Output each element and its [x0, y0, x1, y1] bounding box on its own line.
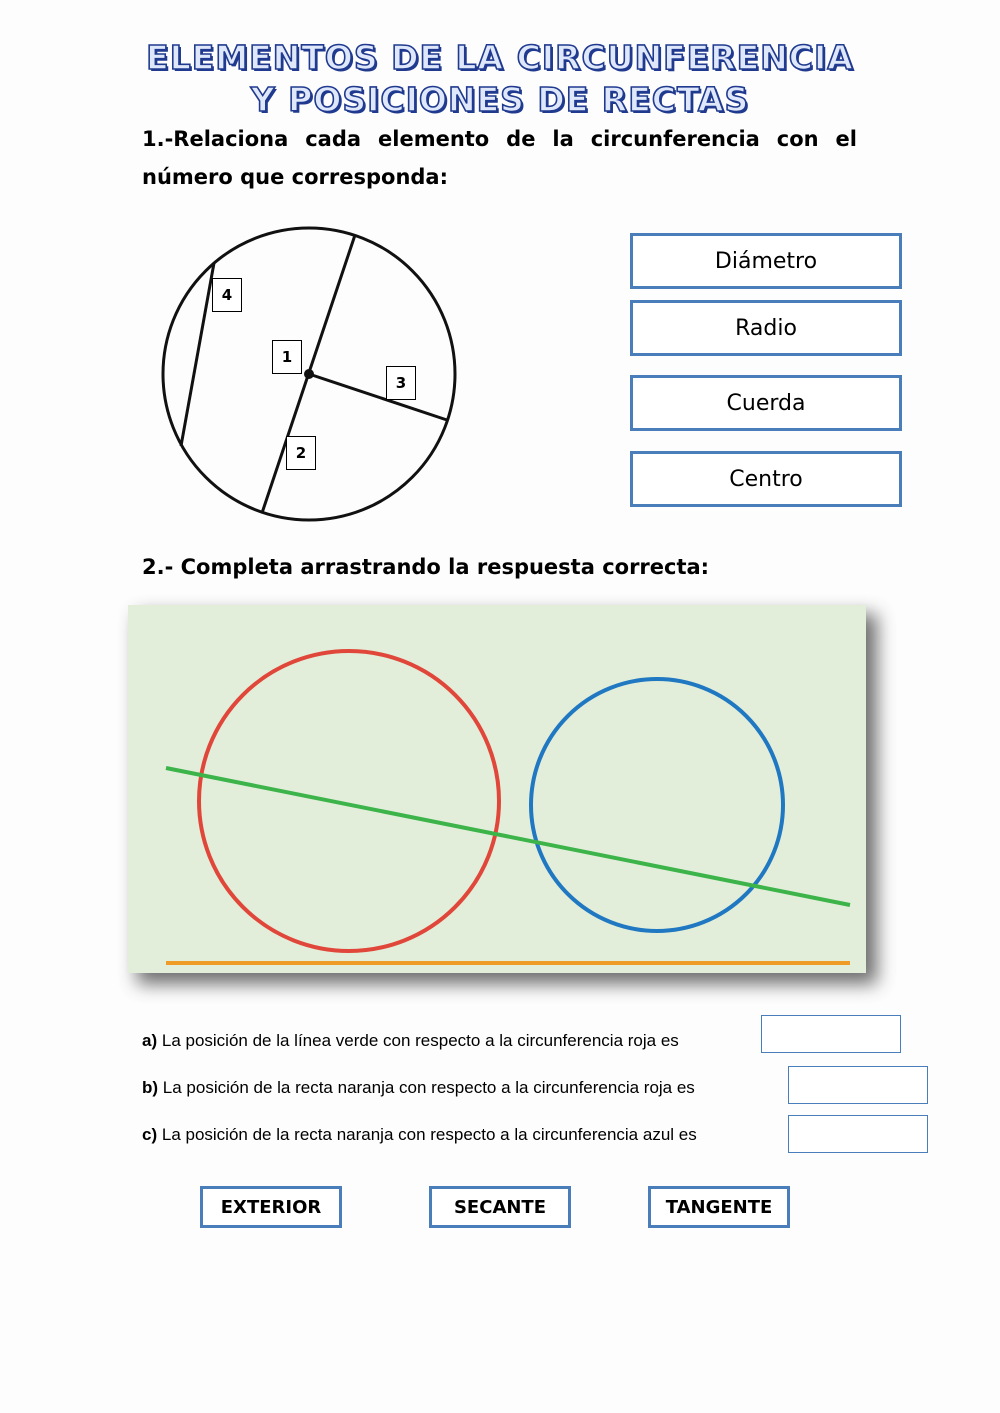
word-secante[interactable]: SECANTE	[429, 1186, 571, 1228]
question-1-prompt: 1.-Relaciona cada elemento de la circunferencia con el número que corresponda:	[142, 127, 857, 189]
sentence-b	[142, 1078, 695, 1098]
sentence-a-text: La posición de la línea verde con respecto a la circunferencia roja es	[161, 1031, 679, 1050]
number-label-3: 3	[386, 366, 416, 400]
chord-segment	[181, 263, 214, 446]
radius-segment	[309, 374, 447, 420]
option-radio[interactable]: Radio	[630, 300, 902, 356]
word-tangente[interactable]: TANGENTE	[648, 1186, 790, 1228]
circle-elements-diagram	[150, 215, 470, 535]
number-label-2: 2	[286, 436, 316, 470]
worksheet-title-line-1: ELEMENTOS DE LA CIRCUNFERENCIA	[146, 38, 854, 77]
question-2-prompt: 2.- Completa arrastrando la respuesta correcta:	[142, 555, 710, 579]
option-cuerda[interactable]: Cuerda	[630, 375, 902, 431]
number-label-4: 4	[212, 278, 242, 312]
center-point	[304, 369, 314, 379]
answer-box-a[interactable]	[761, 1015, 901, 1053]
sentence-b-letter: b)	[142, 1078, 159, 1097]
sentence-a-letter: a)	[142, 1031, 158, 1050]
sentence-c-text: La posición de la recta naranja con respecto a la circunferencia azul es	[161, 1125, 697, 1144]
worksheet-title-line-2: Y POSICIONES DE RECTAS	[250, 80, 750, 119]
sentence-c-letter: c)	[142, 1125, 158, 1144]
word-exterior[interactable]: EXTERIOR	[200, 1186, 342, 1228]
option-centro[interactable]: Centro	[630, 451, 902, 507]
number-label-1: 1	[272, 340, 302, 374]
sentence-b-text: La posición de la recta naranja con respecto a la circunferencia roja es	[162, 1078, 695, 1097]
lines-and-circles-scene	[128, 605, 866, 973]
sentence-c	[142, 1125, 697, 1145]
option-diametro[interactable]: Diámetro	[630, 233, 902, 289]
answer-box-c[interactable]	[788, 1115, 928, 1153]
sentence-a	[142, 1031, 679, 1051]
answer-box-b[interactable]	[788, 1066, 928, 1104]
